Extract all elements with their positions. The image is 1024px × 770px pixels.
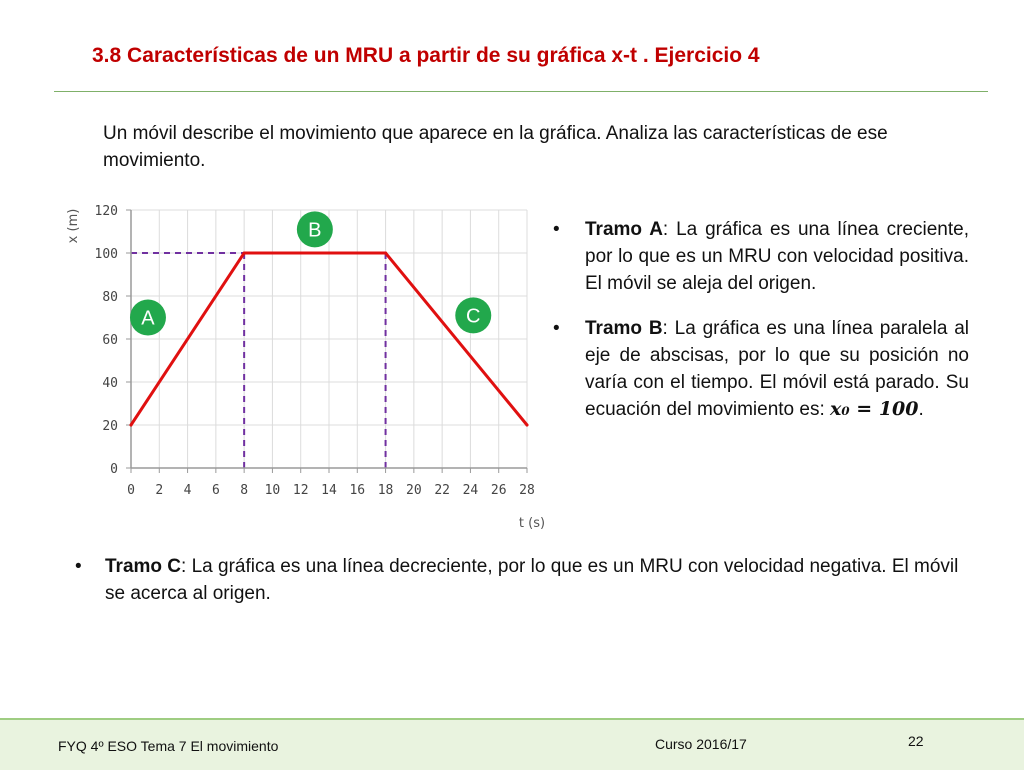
y-tick-label: 60 (102, 333, 118, 348)
bullet-tramo-b (553, 315, 969, 423)
segment-badge-a (130, 300, 166, 336)
tramo-b-term: Tramo B (585, 318, 663, 339)
bullet-tramo-c (75, 553, 975, 607)
intro-text: Un móvil describe el movimiento que aparece en la gráfica. Analiza las características de ese movimiento. (103, 123, 888, 171)
segment-badge-b (297, 211, 333, 247)
footer-course-topic: FYQ 4º ESO Tema 7 El movimiento (58, 738, 279, 754)
tramo-b-equation: x₀ = 100 (830, 398, 919, 420)
tramo-a-term: Tramo A (585, 219, 663, 240)
x-tick-label: 18 (377, 483, 394, 498)
footer-school-year: Curso 2016/17 (655, 736, 747, 752)
tramo-b-tail: . (918, 399, 924, 420)
badge-label: B (308, 219, 322, 242)
bullet-dot: • (553, 219, 560, 240)
slide-title: 3.8 Características de un MRU a partir de su gráfica x-t . Ejercicio 4 (92, 44, 760, 67)
x-tick-label: 22 (434, 483, 450, 498)
x-tick-label: 20 (406, 483, 422, 498)
position-time-chart (60, 196, 546, 536)
x-tick-label: 0 (127, 483, 135, 498)
segment-badge-c (455, 297, 491, 333)
title-divider (54, 91, 988, 92)
x-tick-label: 6 (211, 483, 220, 498)
bullet-dot: • (553, 318, 560, 339)
data-point (243, 252, 246, 255)
bullet-dot: • (75, 556, 82, 577)
y-tick-label: 120 (94, 204, 118, 219)
x-tick-label: 4 (183, 483, 192, 498)
x-tick-label: 26 (490, 483, 507, 498)
data-point (526, 424, 529, 427)
x-tick-label: 24 (462, 483, 479, 498)
x-tick-label: 10 (264, 483, 281, 498)
tramo-c-text: : La gráfica es una línea decreciente, por lo que es un MRU con velocidad negativa. El móvil se acerca al origen. (105, 556, 959, 604)
data-point (130, 424, 133, 427)
y-axis-label: x (m) (66, 208, 81, 244)
tramo-c-term: Tramo C (105, 556, 182, 577)
badge-label: A (141, 307, 155, 330)
x-tick-label: 28 (519, 483, 535, 498)
tramo-b-text: : La gráfica es una línea paralela al eje de abscisas, por lo que su posición no varía con el tiempo. El móvil está parado. Su ecuación del movimiento es: (585, 318, 969, 420)
data-point (384, 252, 387, 255)
y-tick-label: 0 (110, 462, 118, 477)
bullet-list (553, 216, 969, 441)
badge-label: C (466, 305, 481, 328)
x-tick-label: 14 (321, 483, 337, 498)
tramo-c-block (75, 553, 975, 625)
y-tick-label: 40 (102, 376, 118, 391)
x-tick-label: 12 (292, 483, 309, 498)
y-tick-label: 80 (102, 290, 118, 305)
y-tick-label: 20 (102, 419, 118, 434)
bullet-tramo-a (553, 216, 969, 297)
y-tick-label: 100 (94, 247, 118, 262)
x-tick-label: 2 (155, 483, 164, 498)
x-axis-label: t (s) (518, 516, 546, 531)
x-tick-label: 16 (349, 483, 366, 498)
x-tick-label: 8 (240, 483, 249, 498)
slide-page-number: 22 (908, 733, 924, 749)
tramo-a-text: : La gráfica es una línea creciente, por lo que es un MRU con velocidad positiva. El móvil se aleja del origen. (585, 219, 969, 294)
